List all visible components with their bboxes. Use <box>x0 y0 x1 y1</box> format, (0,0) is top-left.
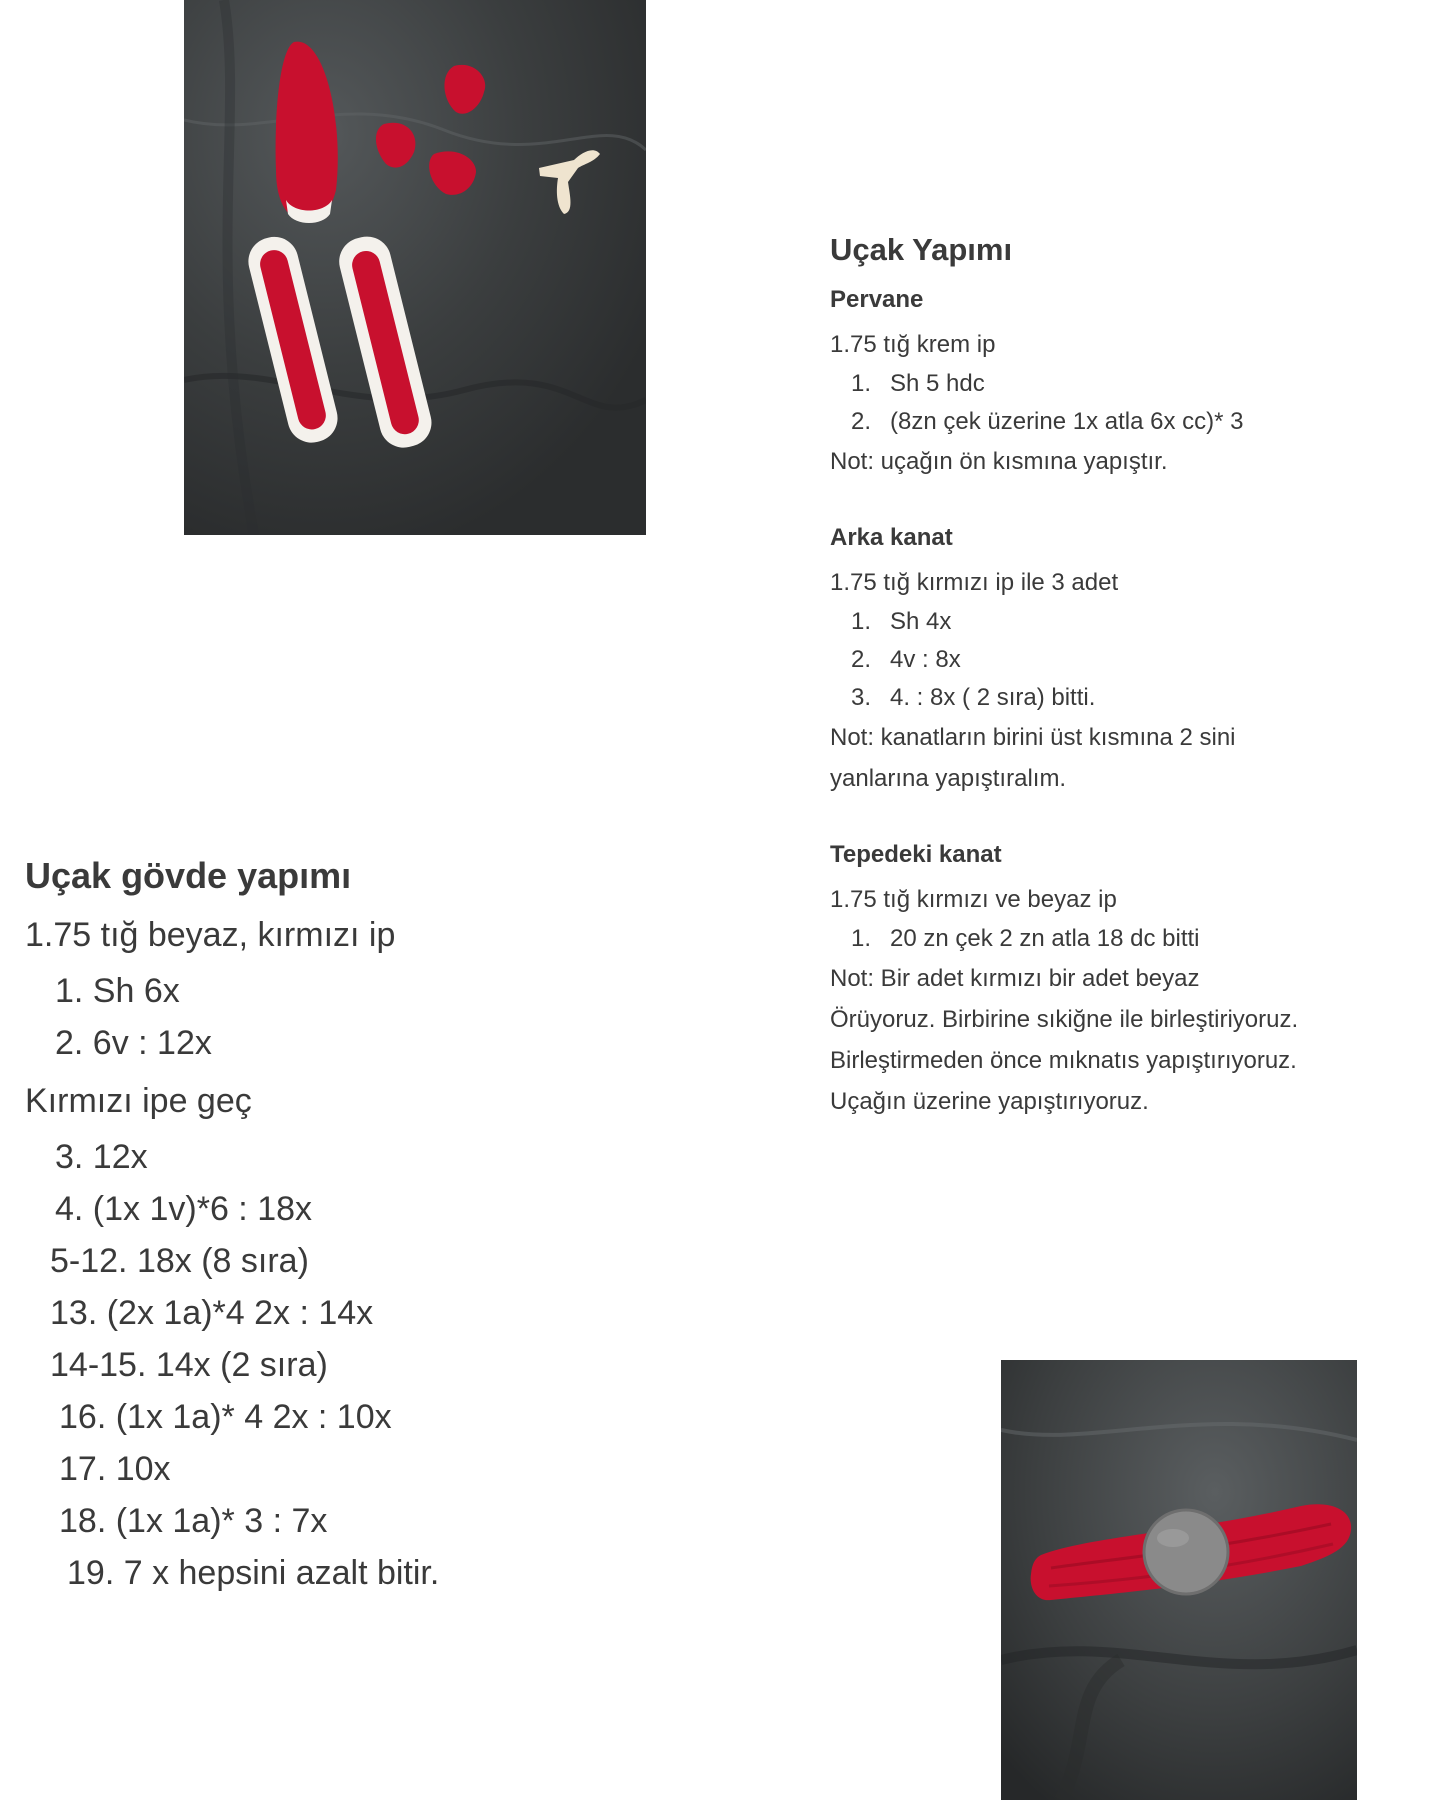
list-item: 1. Sh 4x <box>851 608 952 635</box>
list-item: 4. (1x 1v)*6 : 18x <box>55 1190 313 1228</box>
list-item: 3. 12x <box>55 1138 148 1176</box>
tepedeki-kanat-note-line: Örüyoruz. Birbirine sıkiğne ile birleştiriyoruz. <box>830 1006 1299 1033</box>
list-item: 5-12. 18x (8 sıra) <box>50 1242 309 1280</box>
pervane-heading: Pervane <box>830 286 924 313</box>
tepedeki-kanat-heading: Tepedeki kanat <box>830 841 1002 868</box>
crochet-plane-parts-icon <box>184 0 646 535</box>
list-item: 14-15. 14x (2 sıra) <box>50 1346 328 1384</box>
tepedeki-kanat-intro: 1.75 tığ kırmızı ve beyaz ip <box>830 886 1117 913</box>
list-item: 3. 4. : 8x ( 2 sıra) bitti. <box>851 684 1096 711</box>
body-instructions-column <box>25 855 645 1599</box>
pervane-section <box>830 286 1390 482</box>
tepedeki-kanat-note-line: Uçağın üzerine yapıştırıyoruz. <box>830 1088 1149 1115</box>
list-item: 2. (8zn çek üzerine 1x atla 6x cc)* 3 <box>851 408 1244 435</box>
list-item: 2. 4v : 8x <box>851 646 961 673</box>
list-item: 18. (1x 1a)* 3 : 7x <box>59 1502 328 1540</box>
body-title: Uçak gövde yapımı <box>25 855 352 896</box>
arka-kanat-note-line: Not: kanatların birini üst kısmına 2 sini <box>830 724 1236 751</box>
tepedeki-kanat-section <box>830 841 1390 1122</box>
list-item: 1. 20 zn çek 2 zn atla 18 dc bitti <box>851 925 1200 952</box>
list-item: 19. 7 x hepsini azalt bitir. <box>67 1554 440 1592</box>
arka-kanat-heading: Arka kanat <box>830 524 953 551</box>
pervane-intro: 1.75 tığ krem ip <box>830 331 996 358</box>
plane-instructions-column <box>830 232 1390 1164</box>
tepedeki-kanat-note-line: Birleştirmeden önce mıknatıs yapıştırıyoruz. <box>830 1047 1297 1074</box>
crochet-plane-parts-photo <box>184 0 646 535</box>
crochet-wing-magnet-icon <box>1001 1360 1357 1800</box>
arka-kanat-section <box>830 524 1390 799</box>
switch-color-line: Kırmızı ipe geç <box>25 1082 252 1120</box>
arka-kanat-note-line: yanlarına yapıştıralım. <box>830 765 1067 792</box>
tepedeki-kanat-note-line: Not: Bir adet kırmızı bir adet beyaz <box>830 965 1200 992</box>
list-item: 16. (1x 1a)* 4 2x : 10x <box>59 1398 392 1436</box>
list-item: 1. Sh 6x <box>55 972 180 1010</box>
list-item: 1. Sh 5 hdc <box>851 370 985 397</box>
list-item: 13. (2x 1a)*4 2x : 14x <box>50 1294 374 1332</box>
crochet-wing-with-magnet-photo <box>1001 1360 1357 1800</box>
plane-title: Uçak Yapımı <box>830 232 1013 267</box>
list-item: 2. 6v : 12x <box>55 1024 212 1062</box>
pervane-note: Not: uçağın ön kısmına yapıştır. <box>830 448 1168 475</box>
list-item: 17. 10x <box>59 1450 171 1488</box>
arka-kanat-intro: 1.75 tığ kırmızı ip ile 3 adet <box>830 569 1119 596</box>
body-intro: 1.75 tığ beyaz, kırmızı ip <box>25 916 396 954</box>
